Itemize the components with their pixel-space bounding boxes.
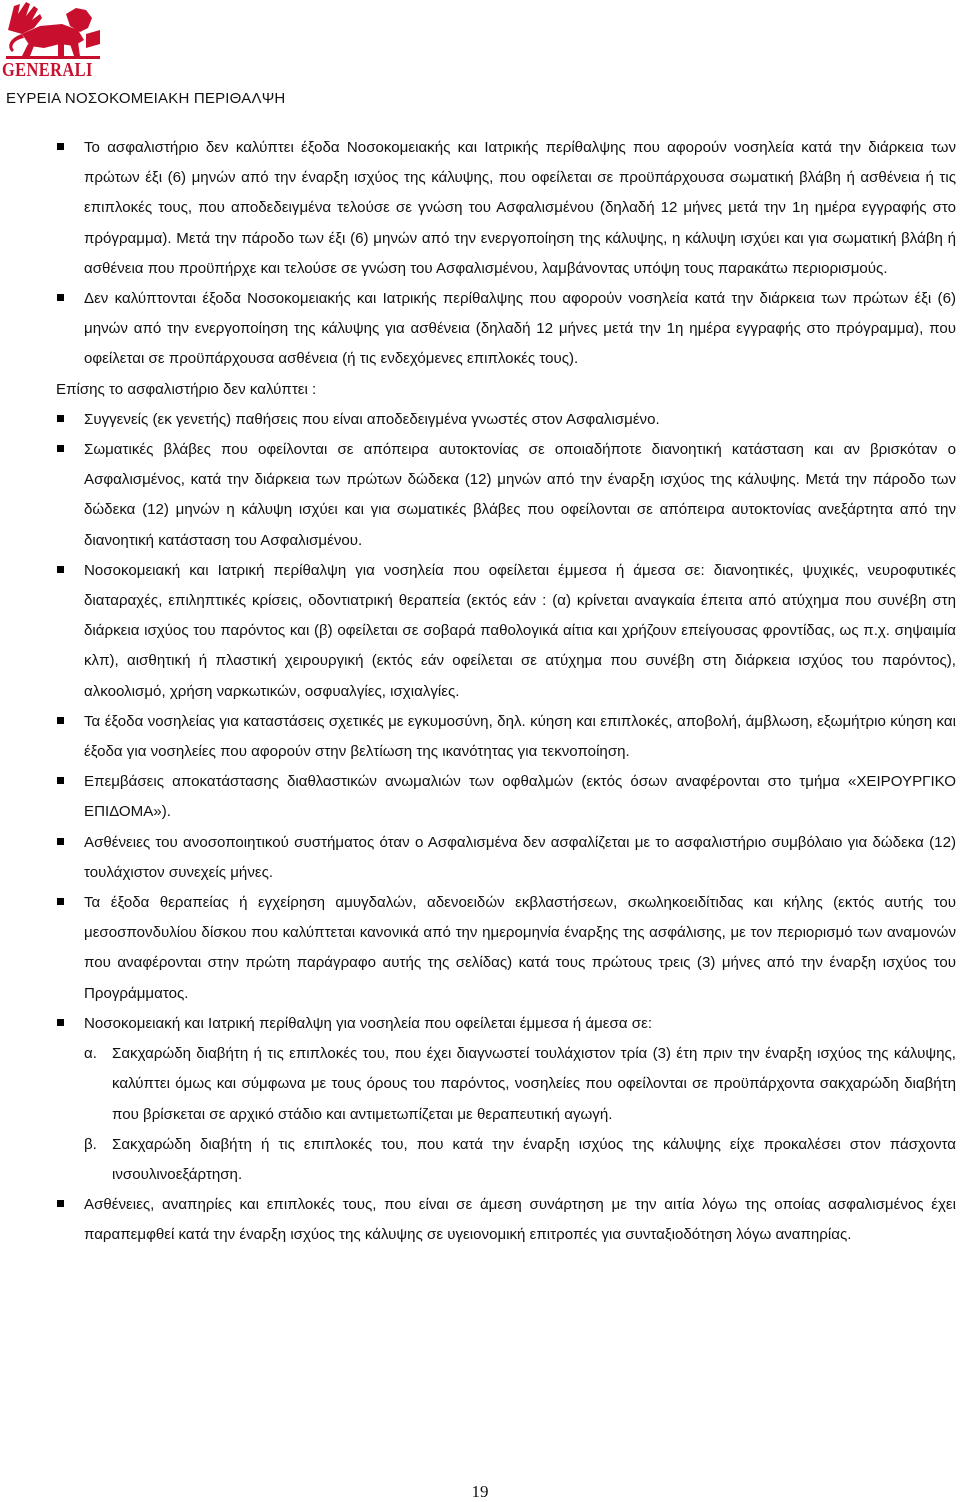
list-item [0,767,960,827]
square-bullet-icon [57,1200,64,1207]
paragraph-refractive-surgery: Επεμβάσεις αποκατάστασης διαθλαστικών ανωμαλιών των οφθαλμών (εκτός όσων αναφέρονται στο τμήμα «ΧΕΙΡΟΥΡΓΙΚΟ ΕΠΙΔΟΜΑ»). [84,773,956,821]
list-item [0,284,960,375]
square-bullet-icon [57,1019,64,1026]
paragraph-congenital: Συγγενείς (εκ γενετής) παθήσεις που είναι αποδεδειγμένα γνωστές στον Ασφαλισμένο. [84,410,660,428]
list-item [0,405,960,435]
square-bullet-icon [57,294,64,301]
sub-item-a [0,1039,960,1130]
sub-item-b [0,1130,960,1190]
list-item [0,1009,960,1039]
document-body [0,133,960,1251]
square-bullet-icon [57,777,64,784]
document-header-title: ΕΥΡΕΙΑ ΝΟΣΟΚΟΜΕΙΑΚΗ ΠΕΡΙΘΑΛΨΗ [6,90,286,107]
paragraph-mental-disorders: Νοσοκομειακή και Ιατρική περίθαλψη για νοσηλεία που οφείλεται έμμεσα ή άμεσα σε: διανοητικές, ψυχικές, νευροφυτικές διαταραχές, επιληπτικές κρίσεις, οδοντιατρική θεραπεία (εκτός εάν : (α) κρίνεται αναγκαία έπειτα από ατύχημα που συνέβη στη διάρκεια ισχύος του παρόντος και (β) οφείλεται σε σοβαρά παθολογικά αίτια και χρήζουν επείγουσας φροντίδας, ως π.χ. σηψαιμία κλπ), αισθητική ή πλαστική χειρουργική (εκτός εάν οφείλεται σε ατύχημα που συνέβη στη διάρκεια ισχύος του παρόντος), αλκοολισμό, χρήση ναρκωτικών, οσφυαλγίες, ισχιαλγίες. [84,561,956,700]
list-item [0,556,960,707]
paragraph-illness-exclusion: Δεν καλύπτονται έξοδα Νοσοκομειακής και Ιατρικής περίθαλψης που αφορούν νοσηλεία κατά την διάρκεια των πρώτων έξι (6) μηνών από την ενεργοποίηση της κάλυψης για ασθένεια (δηλαδή 12 μήνες μετά την 1η ημέρα εγγραφής στο πρόγραμμα), που οφείλεται σε προϋπάρχουσα ασθένεια (ή τις ενδεχόμενες επιπλοκές τους). [84,290,956,368]
square-bullet-icon [57,717,64,724]
list-item [0,888,960,1009]
square-bullet-icon [57,445,64,452]
exclusions-intro-text: Επίσης το ασφαλιστήριο δεν καλύπτει : [56,380,317,398]
sub-item-label: β. [84,1135,97,1153]
paragraph-preexisting-conditions: Το ασφαλιστήριο δεν καλύπτει έξοδα Νοσοκομειακής και Ιατρικής περίθαλψης που αφορούν νοσηλεία κατά την διάρκεια των πρώτων έξι (6) μηνών από την έναρξη ισχύος της κάλυψης, που οφείλεται σε προϋπάρχουσα σωματική βλάβη ή ασθένεια ή τις επιπλοκές τους, που αποδεδειγμένα τελούσε σε γνώση του Ασφαλισμένου (δηλαδή 12 μήνες μετά την 1η ημέρα εγγραφής στο πρόγραμμα). Μετά την πάροδο των έξι (6) μηνών από την ενεργοποίηση της κάλυψης, η κάλυψη ισχύει και για σωματική βλάβη ή ασθένεια που προϋπήρχε και τελούσε σε γνώση του Ασφαλισμένου, λαμβάνοντας υπόψη τους παρακάτω περιορισμούς. [84,139,956,277]
square-bullet-icon [57,143,64,150]
page-number: 19 [471,1482,489,1501]
paragraph-pregnancy: Τα έξοδα νοσηλείας για καταστάσεις σχετικές με εγκυμοσύνη, δηλ. κύηση και επιπλοκές, αποβολή, άμβλωση, εξωμήτριο κύηση και έξοδα για νοσηλείες που αφορούν στην βελτίωση της ικανότητας για τεκνοποίηση. [84,712,956,761]
list-item [0,1190,960,1250]
list-item [0,707,960,767]
list-item [0,828,960,888]
list-item [0,133,960,284]
logo-wordmark: GENERALI [2,59,93,81]
sub-item-label: α. [84,1045,97,1063]
list-item [0,435,960,556]
paragraph-suicide-attempt: Σωματικές βλάβες που οφείλονται σε απόπειρα αυτοκτονίας σε οποιαδήποτε διανοητική κατάσταση και αν βρισκόταν ο Ασφαλισμένος, κατά την διάρκεια των πρώτων δώδεκα (12) μηνών από την έναρξη ισχύος της κάλυψης. Μετά την πάροδο των δώδεκα (12) μηνών η κάλυψη ισχύει και για σωματικές βλάβες που οφείλονται σε απόπειρα αυτοκτονίας ανεξάρτητα από την διανοητική κατάσταση του Ασφαλισμένου. [84,441,956,549]
generali-logo [0,0,104,88]
exclusions-intro [0,375,960,405]
paragraph-diabetes-intro: Νοσοκομειακή και Ιατρική περίθαλψη για νοσηλεία που οφείλεται έμμεσα ή άμεσα σε: [84,1014,653,1032]
square-bullet-icon [57,838,64,845]
winged-lion-icon [0,0,104,62]
square-bullet-icon [57,566,64,573]
paragraph-disability-pension: Ασθένειες, αναπηρίες και επιπλοκές τους, που είναι σε άμεση συνάρτηση με την αιτία λόγω της οποίας ασφαλισμένος έχει παραπεμφθεί κατά την έναρξη ισχύος της κάλυψης σε υγειονομική επιτροπές για συνταξιοδότηση λόγω αναπηρίας. [84,1196,956,1244]
sub-item-text: Σακχαρώδη διαβήτη ή τις επιπλοκές του, που έχει διαγνωστεί τουλάχιστον τρία (3) έτη πριν την έναρξη ισχύος της κάλυψης, καλύπτει όμως και σύμφωνα με τους όρους του παρόντος, νοσηλείες που οφείλονται σε προϋπάρχοντα σακχαρώδη διαβήτη που βρίσκεται σε αρχικό στάδιο και αντιμετωπίζεται με θεραπευτική αγωγή. [112,1045,956,1123]
sub-item-text: Σακχαρώδη διαβήτη ή τις επιπλοκές του, που κατά την έναρξη ισχύος της κάλυψης είχε προκαλέσει στον πάσχοντα ινσουλινοεξάρτηση. [112,1135,956,1183]
paragraph-tonsils-hernia: Τα έξοδα θεραπείας ή εγχείρηση αμυγδαλών, αδενοειδών εκβλαστήσεων, σκωληκοειδίτιδας και κήλης (εκτός αυτής του μεσοσπονδυλίου δίσκου που καλύπτεται κανονικά από την ημερομηνία έναρξης της ασφάλισης, με τον περιορισμό των αναμονών που αναφέρονται στην πρώτη παράγραφο αυτής της σελίδας) κατά τους πρώτους τρεις (3) μήνες από την έναρξη ισχύος του Προγράμματος. [84,894,956,1002]
paragraph-immune-system: Ασθένειες του ανοσοποιητικού συστήματος όταν ο Ασφαλισμένα δεν ασφαλίζεται με το ασφαλιστήριο συμβόλαιο για δώδεκα (12) τουλάχιστον συνεχείς μήνες. [84,833,956,881]
square-bullet-icon [57,415,64,422]
square-bullet-icon [57,898,64,905]
